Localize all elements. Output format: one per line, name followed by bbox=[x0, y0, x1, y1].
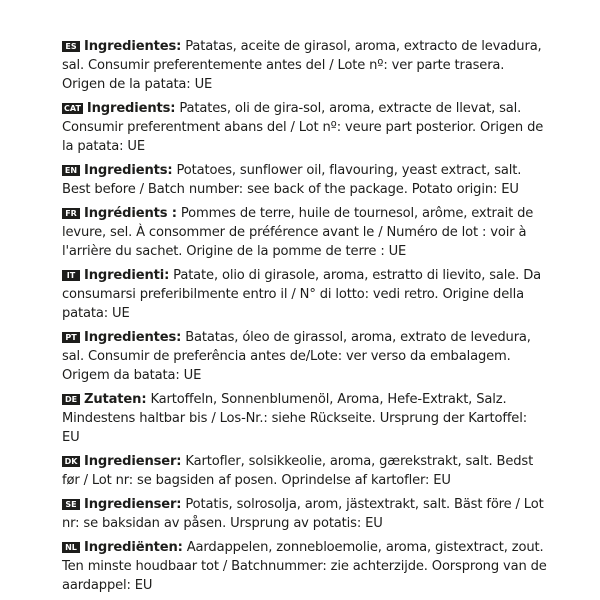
block-text: Aardappelen, zonnebloemolie, aroma, gistextract, zout. Ten minste houdbaar tot / Batchnummer: zie achterzijde. Oorsprong van de aardappel: EU bbox=[62, 540, 547, 593]
block-text: Batatas, óleo de girassol, aroma, extrato de levedura, sal. Consumir de preferência antes de/Lote: ver verso da embalagem. Origem da batata: UE bbox=[62, 330, 531, 383]
block-heading: Ingredients: bbox=[84, 163, 173, 178]
language-block-pt bbox=[62, 328, 548, 385]
language-block-cat bbox=[62, 99, 548, 156]
language-block-de bbox=[62, 390, 548, 447]
block-heading: Ingredienser: bbox=[84, 454, 182, 469]
block-heading: Zutaten: bbox=[84, 392, 147, 407]
language-badge: DK bbox=[62, 456, 80, 467]
block-text: Pommes de terre, huile de tournesol, arôme, extrait de levure, sel. À consommer de préférence avant le / Numéro de lot : voir à l'arrière du sachet. Origine de la pomme de terre : UE bbox=[62, 206, 534, 259]
language-badge: DE bbox=[62, 394, 80, 405]
language-badge: ES bbox=[62, 41, 80, 52]
block-heading: Ingredienser: bbox=[84, 497, 182, 512]
block-text: Kartoffeln, Sonnenblumenöl, Aroma, Hefe-Extrakt, Salz. Mindestens haltbar bis / Los-Nr.: siehe Rückseite. Ursprung der Kartoffel: EU bbox=[62, 392, 527, 445]
language-block-it bbox=[62, 266, 548, 323]
block-heading: Ingredienti: bbox=[84, 268, 170, 283]
language-badge: PT bbox=[62, 332, 80, 343]
language-badge: CAT bbox=[64, 104, 81, 113]
language-badge: SE bbox=[62, 499, 80, 510]
block-text: Patates, oli de gira-sol, aroma, extracte de llevat, sal. Consumir preferentment abans del / Lot nº: veure part posterior. Origen de la patata: UE bbox=[62, 101, 544, 154]
block-heading: Ingredients: bbox=[86, 101, 176, 116]
ingredients-label bbox=[62, 37, 548, 600]
language-badge: NL bbox=[62, 542, 80, 553]
block-text: Kartofler, solsikkeolie, aroma, gærekstrakt, salt. Bedst før / Lot nr: se bagsiden af posen. Oprindelse af kartofler: EU bbox=[62, 454, 534, 488]
language-block-nl bbox=[62, 538, 548, 595]
language-block-en bbox=[62, 161, 548, 199]
language-block-fr bbox=[62, 204, 548, 261]
language-badge: EN bbox=[62, 165, 80, 176]
block-heading: Ingredientes: bbox=[84, 39, 182, 54]
block-text: Patate, olio di girasole, aroma, estratto di lievito, sale. Da consumarsi preferibilmente entro il / N° di lotto: vedi retro. Origine della patata: UE bbox=[62, 268, 542, 321]
block-text: Potatis, solrosolja, arom, jästextrakt, salt. Bäst före / Lot nr: se baksidan av påsen. Ursprung av potatis: EU bbox=[62, 497, 544, 531]
language-block-es bbox=[62, 37, 548, 94]
block-text: Potatoes, sunflower oil, flavouring, yeast extract, salt. Best before / Batch number: see back of the package. Potato origin: EU bbox=[62, 163, 522, 197]
block-heading: Ingrediënten: bbox=[84, 540, 183, 555]
language-badge: IT bbox=[62, 270, 80, 281]
language-block-se bbox=[62, 495, 548, 533]
block-heading: Ingrédients : bbox=[84, 206, 177, 221]
block-text: Patatas, aceite de girasol, aroma, extracto de levadura, sal. Consumir preferentemente antes del / Lote nº: ver parte trasera. Origen de la patata: UE bbox=[62, 39, 542, 92]
language-block-dk bbox=[62, 452, 548, 490]
language-badge: FR bbox=[62, 208, 80, 219]
block-heading: Ingredientes: bbox=[84, 330, 182, 345]
